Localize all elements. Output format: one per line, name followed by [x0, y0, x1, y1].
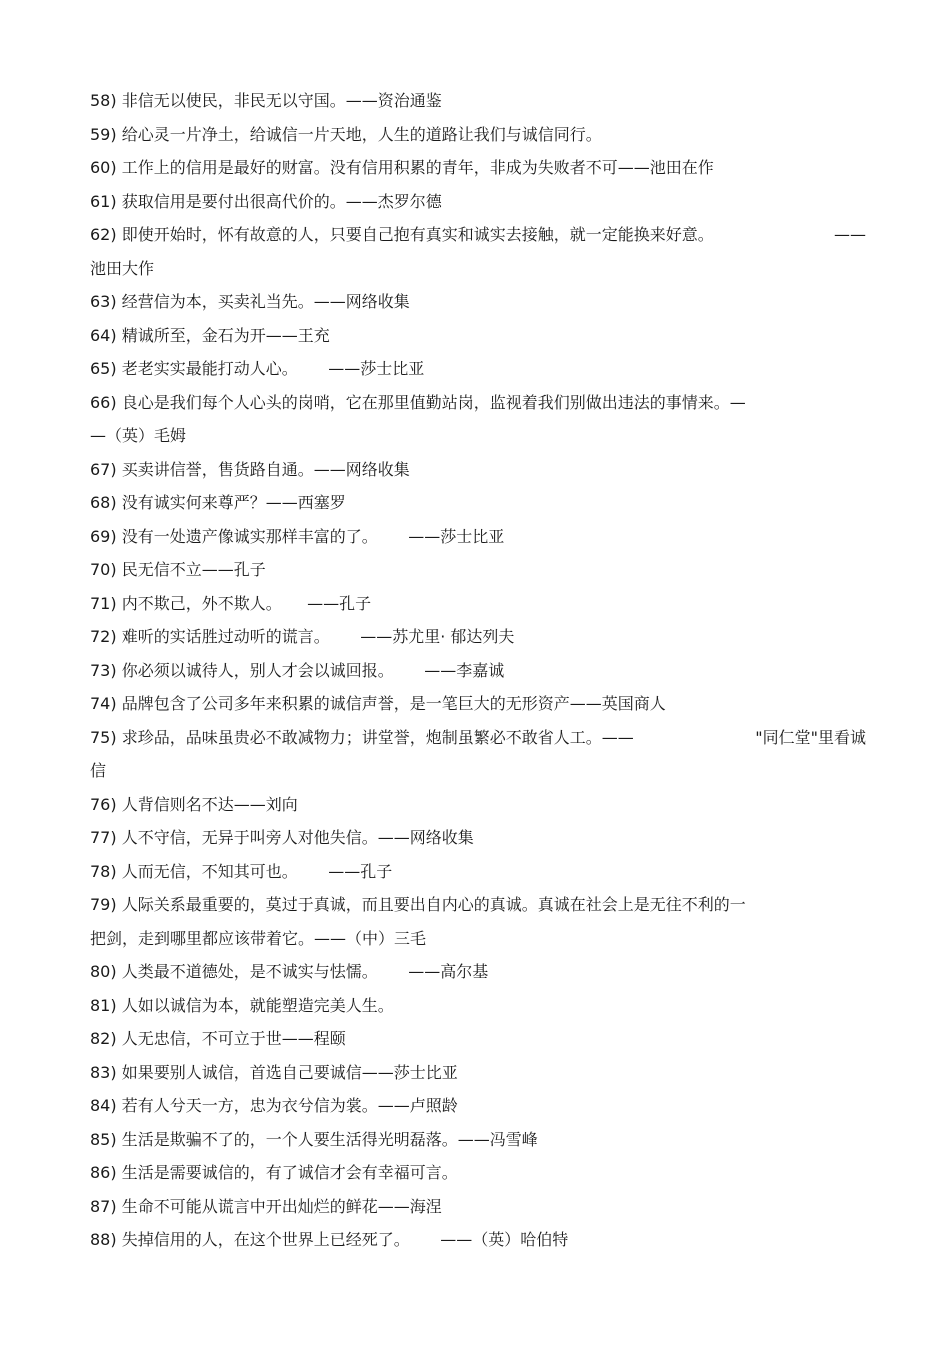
- quote-line: 58) 非信无以使民，非民无以守国。——资治通鉴: [90, 91, 442, 110]
- quote-line: 68) 没有诚实何来尊严？——西塞罗: [90, 493, 346, 512]
- quote-line: 75) 求珍品，品味虽贵必不敢减物力；讲堂誉，炮制虽繁必不敢省人工。——: [90, 727, 634, 747]
- quote-line: 70) 民无信不立——孔子: [90, 560, 266, 579]
- quote-line: 83) 如果要别人诚信，首选自己要诚信——莎士比亚: [90, 1062, 458, 1082]
- quote-line: 87) 生命不可能从谎言中开出灿烂的鲜花——海涅: [90, 1196, 442, 1216]
- quote-line: 86) 生活是需要诚信的，有了诚信才会有幸福可言。: [90, 1163, 458, 1182]
- quote-line: 64) 精诚所至，金石为开——王充: [90, 325, 330, 345]
- quote-line: 76) 人背信则名不达——刘向: [90, 794, 298, 814]
- quote-line: 81) 人如以诚信为本，就能塑造完美人生。: [90, 995, 394, 1015]
- quote-continuation-line: —（英）毛姆: [90, 426, 187, 445]
- quote-attribution-tail: "同仁堂"里看诚: [755, 727, 866, 747]
- quote-line: 72) 难听的实话胜过动听的谎言。 ——苏尤里· 郁达列夫: [90, 627, 515, 646]
- quote-line: 82) 人无忠信，不可立于世——程颐: [90, 1029, 346, 1048]
- quote-line: 73) 你必须以诚待人，别人才会以诚回报。 ——李嘉诚: [90, 660, 505, 680]
- quote-line: 84) 若有人兮天一方，忠为衣兮信为裳。——卢照龄: [90, 1096, 458, 1115]
- quote-continuation-line: 池田大作: [90, 258, 155, 278]
- quote-continuation-line: 信: [90, 761, 107, 780]
- quote-attribution-tail: ——: [834, 225, 866, 244]
- quote-line: 63) 经营信为本，买卖礼当先。——网络收集: [90, 292, 410, 311]
- quote-line: 69) 没有一处遗产像诚实那样丰富的了。 ——莎士比亚: [90, 526, 505, 546]
- quote-line: 79) 人际关系最重要的，莫过于真诚，而且要出自内心的真诚。真诚在社会上是无往不利的一: [90, 895, 746, 914]
- quote-line: 67) 买卖讲信誉，售货路自通。——网络收集: [90, 459, 410, 479]
- quote-continuation-line: 把剑，走到哪里都应该带着它。——（中）三毛: [90, 928, 427, 948]
- quote-line: 60) 工作上的信用是最好的财富。没有信用积累的青年，非成为失败者不可——池田在作: [90, 158, 714, 177]
- quote-line: 88) 失掉信用的人，在这个世界上已经死了。 ——（英）哈伯特: [90, 1230, 569, 1249]
- quote-line: 85) 生活是欺骗不了的，一个人要生活得光明磊落。——冯雪峰: [90, 1129, 538, 1149]
- quote-line: 80) 人类最不道德处，是不诚实与怯懦。 ——高尔基: [90, 962, 489, 981]
- quote-line: 61) 获取信用是要付出很高代价的。——杰罗尔德: [90, 191, 442, 211]
- quote-line: 62) 即使开始时，怀有故意的人，只要自己抱有真实和诚实去接触，就一定能换来好意。: [90, 225, 714, 244]
- quote-line: 77) 人不守信，无异于叫旁人对他失信。——网络收集: [90, 828, 474, 847]
- quote-line: 59) 给心灵一片净土，给诚信一片天地，人生的道路让我们与诚信同行。: [90, 124, 602, 144]
- quote-line: 78) 人而无信，不知其可也。 ——孔子: [90, 861, 393, 881]
- quote-line: 65) 老老实实最能打动人心。 ——莎士比亚: [90, 359, 425, 378]
- quote-line: 71) 内不欺己，外不欺人。 ——孔子: [90, 593, 372, 613]
- quote-line: 74) 品牌包含了公司多年来积累的诚信声誉，是一笔巨大的无形资产——英国商人: [90, 694, 666, 713]
- quote-line: 66) 良心是我们每个人心头的岗哨，它在那里值勤站岗，监视着我们别做出违法的事情来。—: [90, 392, 746, 412]
